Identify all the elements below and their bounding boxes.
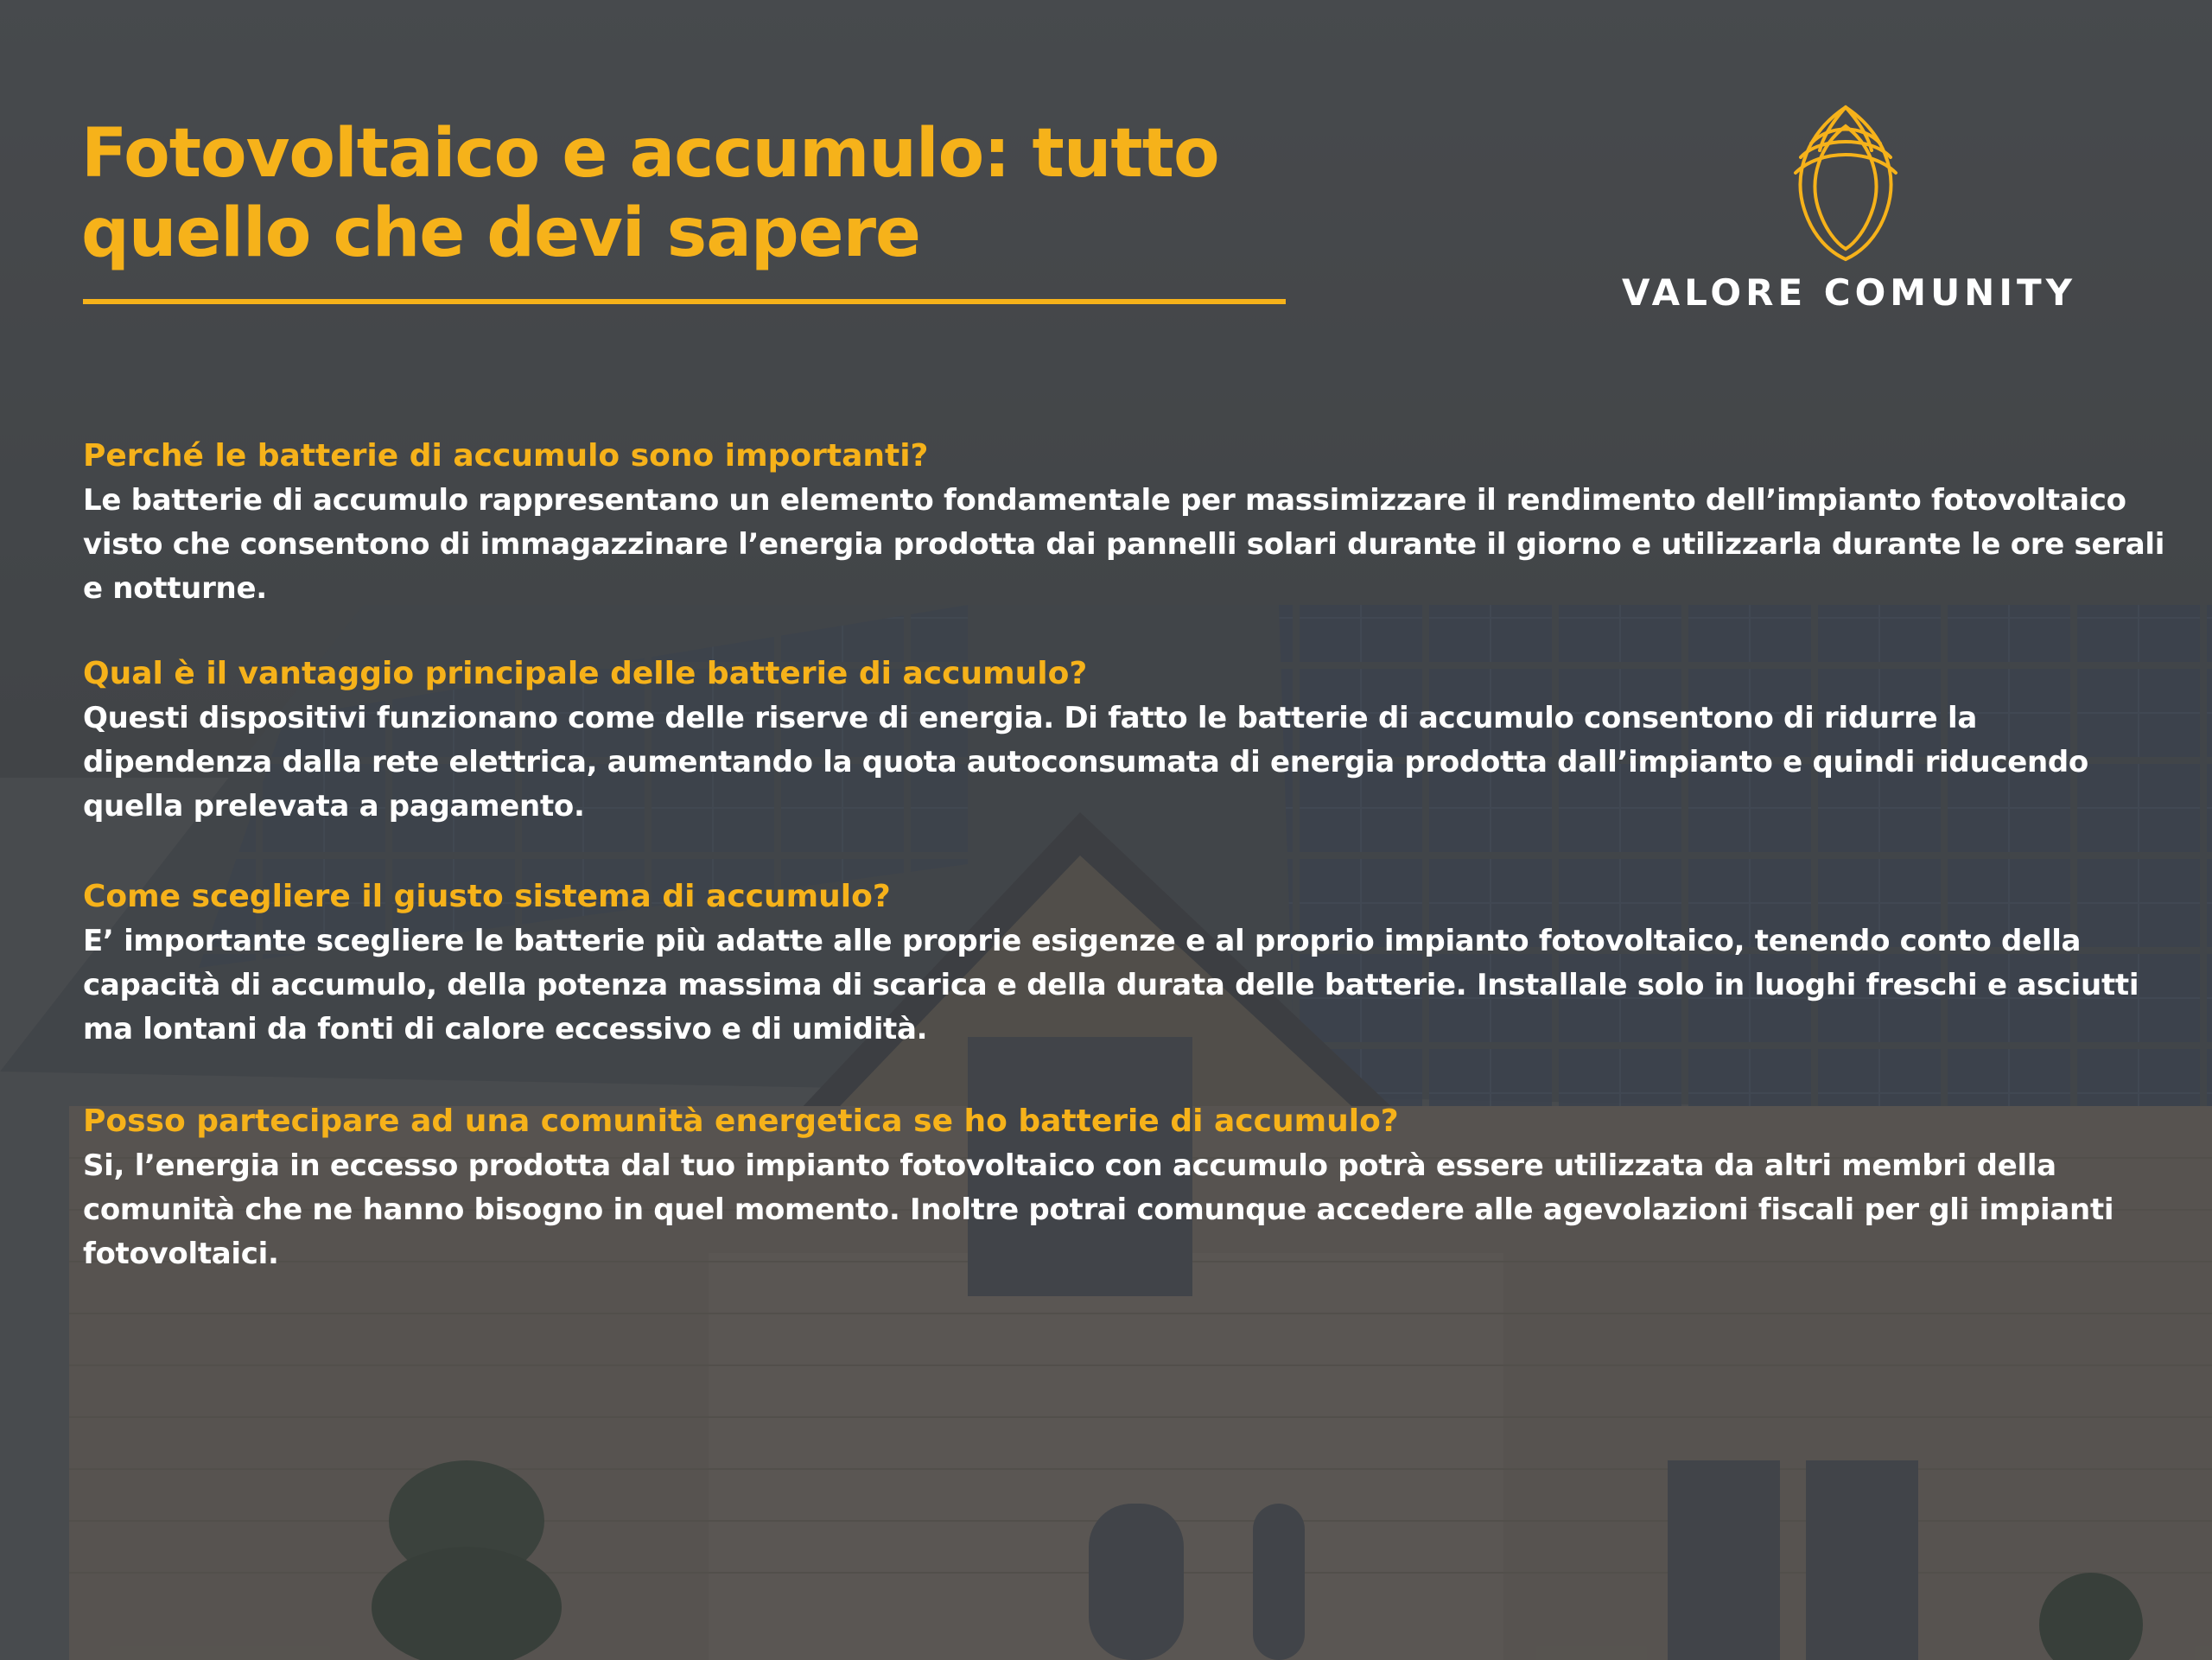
title-underline [83,299,1286,304]
leaf-outline-icon [1785,102,1906,263]
page-title: Fotovoltaico e accumulo: tutto quello che devi sapere [81,115,1219,272]
faq-answer: Le batterie di accumulo rappresentano un elemento fondamentale per massimizzare il rendimento dell’impianto fotovoltaico visto che consentono di immagazzinare l’energia prodotta dai pannelli solari durante il giorno e utilizzarla durante le ore serali e notturne. [83,483,2165,606]
brand-logo [1573,95,2126,328]
faq-answer: Questi dispositivi funzionano come delle riserve di energia. Di fatto le batterie di accumulo consentono di ridurre la dipendenza dalla rete elettrica, aumentando la quota autoconsumata di energia prodotta dall’impianto e quindi riducendo quella prelevata a pagamento. [83,701,2088,824]
faq-section-4 [83,1099,2174,1276]
faq-answer: Si, l’energia in eccesso prodotta dal tuo impianto fotovoltaico con accumulo potrà essere utilizzata da altri membri della comunità che ne hanno bisogno in quel momento. Inoltre potrai comunque accedere alle agevolazioni fiscali per gli impianti fotovoltaici. [83,1148,2114,1271]
faq-question: Come scegliere il giusto sistema di accumulo? [83,879,891,914]
brand-name: VALORE COMUNITY [1621,271,2077,314]
faq-section-2 [83,652,2174,829]
faq-section-1 [83,434,2174,611]
faq-question: Posso partecipare ad una comunità energetica se ho batterie di accumulo? [83,1103,1399,1139]
faq-question: Qual è il vantaggio principale delle batterie di accumulo? [83,656,1088,691]
faq-answer: E’ importante scegliere le batterie più adatte alle proprie esigenze e al proprio impianto fotovoltaico, tenendo conto della capacità di accumulo, della potenza massima di scarica e della durata delle batterie. Installale solo in luoghi freschi e asciutti ma lontani da fonti di calore eccessivo e di umidità. [83,924,2139,1046]
faq-question: Perché le batterie di accumulo sono importanti? [83,438,929,474]
faq-section-3 [83,875,2174,1052]
